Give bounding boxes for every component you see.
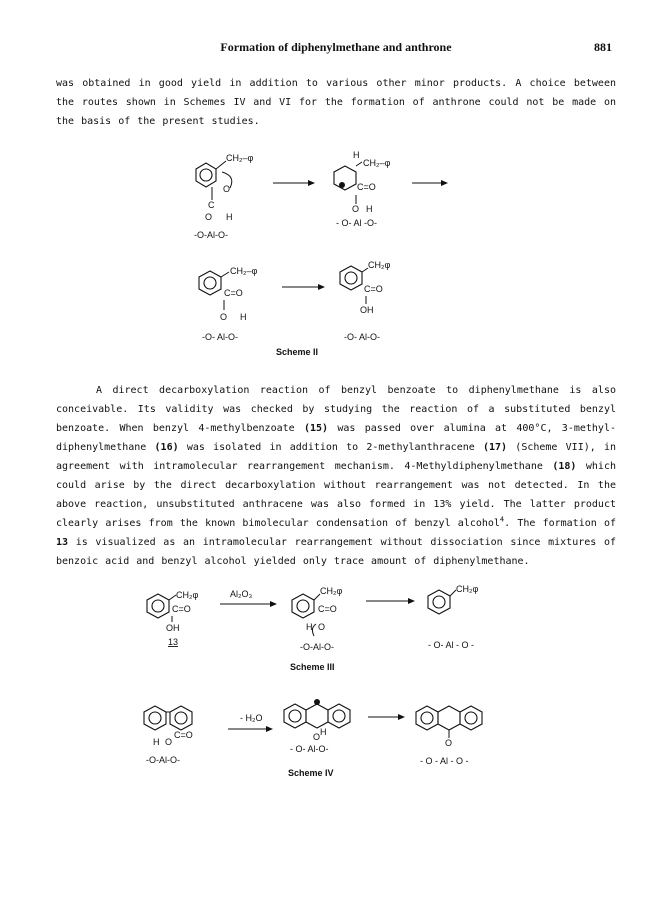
ii-m2-co: C=O	[357, 182, 376, 192]
reference-4: 4	[499, 515, 505, 524]
iv-reagent: - H₂O	[240, 713, 263, 723]
iv-m2-surface: - O- Al-O-	[290, 744, 329, 754]
compound-15: (15)	[303, 423, 329, 434]
scheme-iii-caption: Scheme III	[290, 662, 335, 672]
running-title: Formation of diphenylmethane and anthrone	[220, 40, 452, 54]
compound-13: 13	[56, 537, 69, 548]
ii-m3-ch2phi: CH₂–φ	[230, 266, 258, 276]
body-text-2: was passed over alumina at 400°C, 3-methyl-diphenylmethane	[56, 423, 616, 453]
body-paragraph	[56, 381, 616, 571]
iii-m2-co: C=O	[318, 604, 337, 614]
body-text-1: A direct decarboxylation reaction of benzyl benzoate to diphenylmethane is also conceivable. Its validity was checked by studying the reaction of a substituted benzyl benzoate. When benzyl 4-methylbenzoate	[56, 385, 616, 434]
iv-m1-h: H	[153, 737, 160, 747]
scheme-iv-caption: Scheme IV	[288, 768, 334, 778]
scheme-ii-caption: Scheme II	[276, 347, 319, 357]
compound-18: (18)	[552, 461, 577, 472]
body-text-7: is visualized as an intramolecular rearrangement without dissociation since mixtures of benzoic acid and benzyl alcohol yielded only trace amount of diphenylmethane.	[56, 537, 616, 567]
scheme-iv-intermediate	[284, 699, 350, 754]
iv-m1-o: O	[165, 737, 173, 747]
iii-reagent: Al₂O₃	[230, 589, 253, 599]
ii-m4-oh: OH	[360, 305, 374, 315]
iv-m2-h: H	[320, 727, 327, 737]
ii-m1-o: O	[223, 184, 231, 194]
ii-m2-h2: H	[366, 204, 373, 214]
compound-17: (17)	[482, 442, 508, 453]
iii-m2-surface: -O-Al-O-	[300, 642, 334, 652]
scheme-iv-reactant	[144, 706, 193, 765]
iv-m2-o: O	[313, 732, 321, 742]
ii-m2-o: O	[352, 204, 360, 214]
ii-m2-ch2phi: CH₂–φ	[363, 158, 391, 168]
iii-m2-o: O	[318, 622, 326, 632]
body-text-5: which could arise by the direct decarboxylation without rearrangement was not detected. In the above reaction, unsubstituted anthracene was also formed in 13% yield. The latter product clearly arises from the known bimolecular condensation of benzyl alcohol	[56, 461, 616, 529]
iv-m1-surface: -O-Al-O-	[146, 755, 180, 765]
body-text-4: (Scheme VII), in agreement with intramolecular rearrangement mechanism. 4-Methyldiphenylmethane	[56, 442, 617, 472]
body-text-3: was isolated in addition to 2-methylanthracene	[178, 442, 483, 453]
ii-m4-ch2phi: CH₂φ	[368, 260, 391, 270]
ii-m3-co: C=O	[224, 288, 243, 298]
iv-m3-o: O	[445, 738, 453, 748]
iv-m1-co: C=O	[174, 730, 193, 740]
scheme-iv-anthrone	[416, 706, 482, 766]
page-number: 881	[594, 40, 612, 54]
ii-m3-o: O	[220, 312, 228, 322]
ii-m4-surface: -O- Al-O-	[344, 332, 380, 342]
ii-m2-h: H	[353, 150, 360, 160]
iii-m3-ch2phi: CH₂φ	[456, 584, 479, 594]
ii-m1-c: C	[208, 200, 215, 210]
intro-paragraph: was obtained in good yield in addition to various other minor products. A choice between the routes shown in Schemes IV and VI for the formation of anthrone could not be made on the basis of the present studies.	[56, 78, 616, 127]
ii-m2-surface: - O- Al -O-	[336, 218, 377, 228]
iii-m1-co: C=O	[172, 604, 191, 614]
scheme-iii-molecule-13	[147, 590, 198, 647]
compound-16: (16)	[154, 442, 179, 453]
ii-m4-co: C=O	[364, 284, 383, 294]
iii-m2-h: H	[306, 622, 313, 632]
scheme-ii-molecule-2	[334, 150, 390, 228]
ii-m1-ch2phi: CH₂–φ	[226, 153, 254, 163]
scheme-iii-intermediate	[292, 586, 342, 652]
body-text-6: . The formation of	[504, 518, 616, 529]
ii-m1-h: H	[226, 212, 233, 222]
iii-m1-oh: OH	[166, 623, 180, 633]
iii-m1-ch2phi: CH₂φ	[176, 590, 199, 600]
ii-m3-surface: -O- Al-O-	[202, 332, 238, 342]
scheme-ii-molecule-4	[340, 260, 390, 342]
iii-m3-surface: - O- Al - O -	[428, 640, 474, 650]
iv-m3-surface: - O - Al - O -	[420, 756, 469, 766]
compound-13-label: 13	[168, 637, 179, 647]
ii-m3-h: H	[240, 312, 247, 322]
ii-m1-surface: -O-Al-O-	[194, 230, 228, 240]
ii-m1-o2: O	[205, 212, 213, 222]
scheme-ii-molecule-1	[194, 153, 253, 240]
scheme-ii-molecule-3	[199, 266, 257, 342]
iii-m2-ch2phi: CH₂φ	[320, 586, 343, 596]
scheme-iii-product	[428, 584, 478, 650]
